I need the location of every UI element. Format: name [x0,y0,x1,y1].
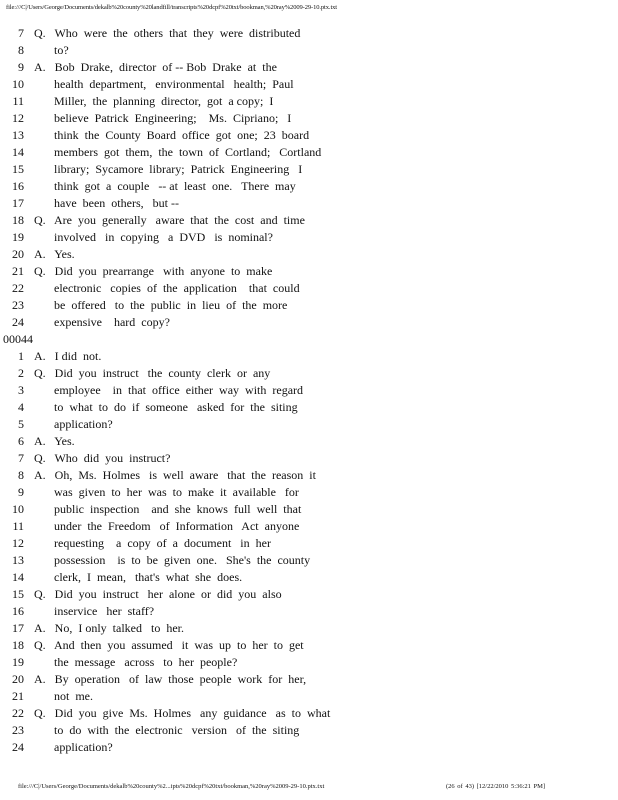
line-number: 20 [12,247,24,261]
line-number: 1 [18,349,24,363]
line-number: 9 [18,485,24,499]
line-number: 19 [12,230,24,244]
line-text: Miller, the planning director, got a copy; I [54,94,274,108]
line-text: expensive hard copy? [54,315,170,329]
line-number: 20 [12,672,24,686]
line-text: Q. Did you instruct her alone or did you also [34,587,282,601]
line-text: A. Yes. [34,434,75,448]
line-number: 13 [12,128,24,142]
line-number: 17 [12,621,24,635]
line-text: clerk, I mean, that's what she does. [54,570,243,584]
line-number: 5 [18,417,24,431]
line-text: think got a couple -- at least one. There may [54,179,296,193]
line-number: 11 [12,94,24,108]
line-text: employee in that office either way with regard [54,383,304,397]
line-text: A. Oh, Ms. Holmes is well aware that the reason it [34,468,316,482]
line-number: 7 [18,26,24,40]
line-number: 22 [12,281,24,295]
line-text: Q. And then you assumed it was up to her to get [34,638,304,652]
line-text: think the County Board office got one; 23 board [54,128,310,142]
line-number: 21 [12,689,24,703]
line-number: 9 [18,60,24,74]
line-text: members got them, the town of Cortland; Cortland [54,145,322,159]
line-text: library; Sycamore library; Patrick Engineering I [54,162,303,176]
line-text: involved in copying a DVD is nominal? [54,230,273,244]
line-text: the message across to her people? [54,655,238,669]
line-text: requesting a copy of a document in her [54,536,271,550]
line-text: Q. Did you give Ms. Holmes any guidance as to what [34,706,331,720]
line-text: to? [54,43,69,57]
line-number: 8 [18,468,24,482]
line-number: 23 [12,723,24,737]
line-text: Q. Are you generally aware that the cost and time [34,213,305,227]
line-number: 24 [12,740,24,754]
line-text: A. No, I only talked to her. [34,621,184,635]
line-number: 7 [18,451,24,465]
line-text: A. I did not. [34,349,102,363]
line-text: possession is to be given one. She's the county [54,553,311,567]
line-number: 12 [12,111,24,125]
line-text: believe Patrick Engineering; Ms. Cipriano; I [54,111,292,125]
line-text: to what to do if someone asked for the siting [54,400,298,414]
line-text: health department, environmental health; Paul [54,77,294,91]
line-text: electronic copies of the application that could [54,281,300,295]
page-marker-text: 00044 [3,332,33,346]
line-text: Q. Who were the others that they were distributed [34,26,301,40]
line-number: 23 [12,298,24,312]
line-text: Q. Did you prearrange with anyone to make [34,264,273,278]
line-text: Q. Who did you instruct? [34,451,171,465]
footer-page-info: (26 of 43) [12/22/2010 5:36:21 PM] [446,783,546,790]
line-number: 14 [12,145,24,159]
footer-file-path: file:///C|/Users/George/Documents/dekalb%20county%2...ipts%20dcpf%20txt/bookman,%20ray%2009-29-10.ptx.txt [18,783,325,790]
line-text: public inspection and she knows full well that [54,502,302,516]
line-text: application? [54,740,113,754]
line-text: not me. [54,689,93,703]
line-number: 11 [12,519,24,533]
line-number: 8 [18,43,24,57]
header-file-path: file:///C|/Users/George/Documents/dekalb%20county%20landfill/transcripts%20dcpf%20txt/bookman,%20ray%2009-29-10.ptx.txt [6,4,338,11]
line-number: 3 [18,383,24,397]
line-text: be offered to the public in lieu of the more [54,298,288,312]
line-number: 16 [12,604,24,618]
line-text: to do with the electronic version of the siting [54,723,300,737]
line-number: 4 [18,400,24,414]
line-number: 22 [12,706,24,720]
line-number: 12 [12,536,24,550]
line-text: Q. Did you instruct the county clerk or any [34,366,271,380]
line-number: 13 [12,553,24,567]
line-text: application? [54,417,113,431]
line-number: 15 [12,162,24,176]
line-number: 18 [12,638,24,652]
line-number: 10 [12,502,24,516]
line-text: inservice her staff? [54,604,155,618]
line-number: 15 [12,587,24,601]
line-text: have been others, but -- [54,196,179,210]
line-number: 2 [18,366,24,380]
line-number: 14 [12,570,24,584]
line-text: A. Bob Drake, director of -- Bob Drake at the [34,60,277,74]
line-number: 6 [18,434,24,448]
line-number: 24 [12,315,24,329]
line-text: under the Freedom of Information Act anyone [54,519,300,533]
line-number: 19 [12,655,24,669]
line-number: 18 [12,213,24,227]
line-text: A. Yes. [34,247,75,261]
line-number: 10 [12,77,24,91]
line-number: 21 [12,264,24,278]
line-number: 17 [12,196,24,210]
line-text: was given to her was to make it available for [54,485,299,499]
line-number: 16 [12,179,24,193]
line-text: A. By operation of law those people work for her, [34,672,307,686]
